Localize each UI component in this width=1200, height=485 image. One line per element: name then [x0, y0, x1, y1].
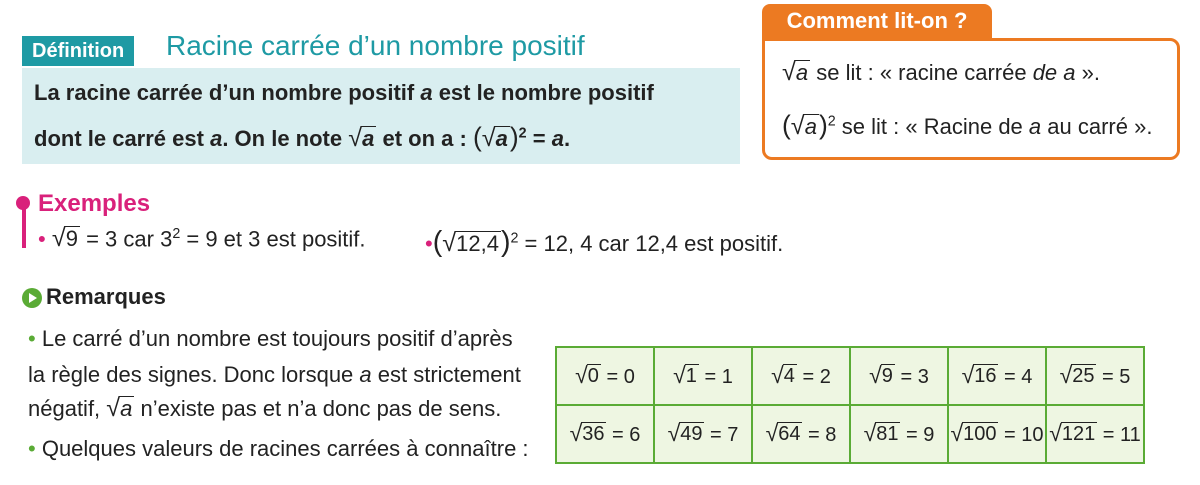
- sqrt-a-symbol: √ a: [481, 124, 508, 152]
- table-cell: √ 121 = 11: [1046, 405, 1144, 463]
- remarks-title: Remarques: [46, 284, 166, 309]
- table-cell: √ 36 = 6: [556, 405, 654, 463]
- sqrt-a-symbol: √ a: [348, 124, 375, 152]
- remark-1-line-1: • Le carré d’un nombre est toujours positif d’après: [28, 326, 513, 351]
- table-cell: √ 64 = 8: [752, 405, 850, 463]
- remark-1-line-2: la règle des signes. Donc lorsque a est strictement: [28, 362, 521, 387]
- table-cell: √ 16 = 4: [948, 347, 1046, 405]
- definition-title: Racine carrée d’un nombre positif: [166, 30, 585, 61]
- table-cell: √ 81 = 9: [850, 405, 948, 463]
- sqrt-values-table: [555, 346, 1145, 464]
- comment-line-2: ( √ a )$^2$ se lit : « Racine de a au carré ».: [782, 110, 1153, 140]
- definition-line-2: dont le carré est a. On le note √ a et on a : ( √ a )$^2$ = a.: [34, 122, 571, 152]
- sqrt-a-symbol: √ a: [790, 112, 817, 140]
- definition-tag: Définition: [22, 36, 134, 66]
- example-2: •( √ 12,4 )$^2$ = 12, 4 car 12,4 est positif.: [425, 226, 784, 258]
- remark-1-line-3: négatif, √ a n’existe pas et n’a donc pas de sens.: [28, 394, 502, 422]
- table-cell: √ 4 = 2: [752, 347, 850, 405]
- comment-line-1: √ a se lit : « racine carrée de a ».: [782, 58, 1100, 86]
- table-cell: √ 100 = 10: [948, 405, 1046, 463]
- comment-tab: Comment lit-on ?: [762, 4, 992, 38]
- examples-dot-icon: [16, 196, 30, 210]
- table-cell: √ 1 = 1: [654, 347, 752, 405]
- sqrt-a-symbol: √ a: [106, 394, 133, 422]
- table-cell: √ 9 = 3: [850, 347, 948, 405]
- definition-line-1: La racine carrée d’un nombre positif a est le nombre positif: [34, 80, 654, 105]
- sqrt-a-symbol: √ a: [782, 58, 809, 86]
- example-1: • √ 9 = 3 car $3^2 = 9$ et 3 est positif.: [38, 224, 366, 253]
- table-row: [556, 405, 1144, 463]
- examples-title: Exemples: [38, 190, 151, 217]
- table-cell: √ 25 = 5: [1046, 347, 1144, 405]
- table-cell: √ 49 = 7: [654, 405, 752, 463]
- remark-2: • Quelques valeurs de racines carrées à connaître :: [28, 436, 529, 461]
- table-cell: √ 0 = 0: [556, 347, 654, 405]
- comment-box: [762, 38, 1180, 160]
- play-icon: [22, 288, 42, 308]
- table-row: [556, 347, 1144, 405]
